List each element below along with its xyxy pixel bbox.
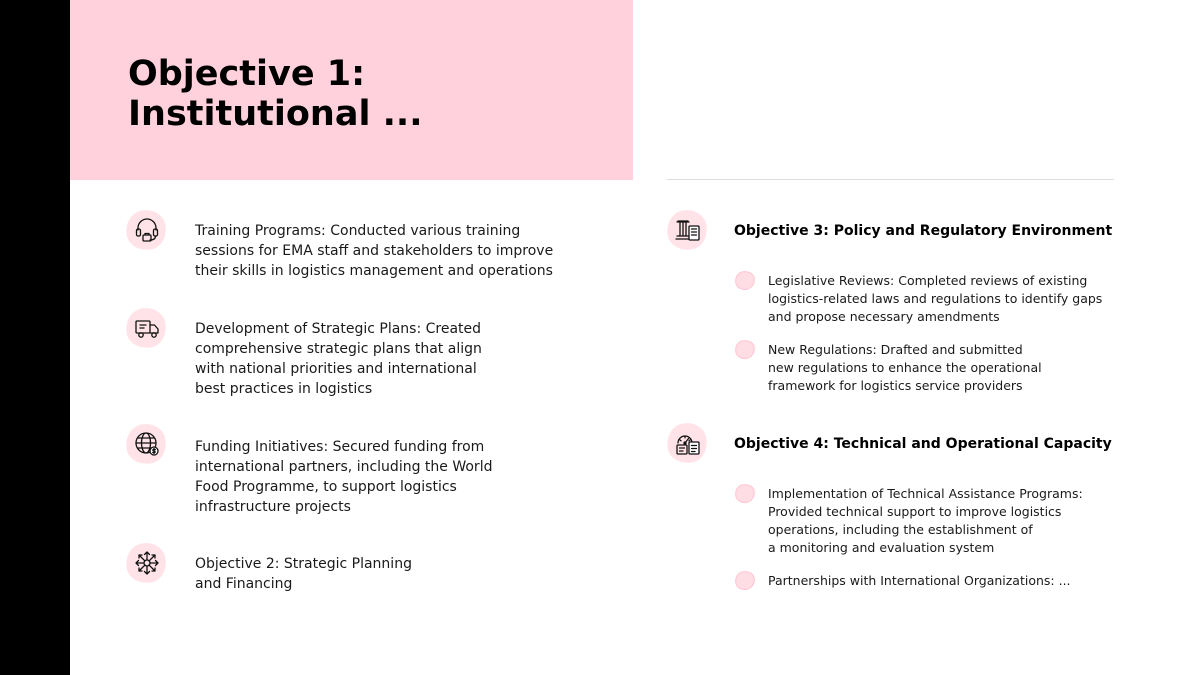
bullet-marker [735,271,755,291]
partnerships-text: Partnerships with International Organizations: ... [768,573,1071,588]
left-black-bar [0,0,70,675]
objective-3-heading: Objective 3: Policy and Regulatory Environment [734,223,1113,239]
gauge-clipboard-icon [665,420,711,466]
delivery-truck-icon [124,305,170,351]
slide-title: Objective 1: Institutional ... [128,54,423,134]
legislative-reviews-text: Legislative Reviews: Completed reviews of existing logistics-related laws and regulations to identify gaps and propose necessary amendments [768,273,1103,324]
network-arrows-icon [124,540,170,586]
headset-icon [124,207,170,253]
bullet-marker [735,340,755,360]
new-regulations-text: New Regulations: Drafted and submitted new regulations to enhance the operational framework for logistics service providers [768,342,1042,393]
training-programs-text: Training Programs: Conducted various training sessions for EMA staff and stakeholders to improve their skills in logistics management and operations [195,223,554,279]
funding-initiatives-text: Funding Initiatives: Secured funding from international partners, including the World Food Programme, to support logistics infrastructure projects [195,439,493,515]
divider-line [667,179,1114,180]
objective-2-text: Objective 2: Strategic Planning and Financing [195,556,412,592]
bullet-marker [735,484,755,504]
strategic-plans-text: Development of Strategic Plans: Created comprehensive strategic plans that align with national priorities and international best practices in logistics [195,321,482,397]
globe-dollar-icon [124,421,170,467]
objective-4-heading: Objective 4: Technical and Operational Capacity [734,436,1112,452]
bullet-marker [735,571,755,591]
law-document-icon [665,207,711,253]
technical-assistance-text: Implementation of Technical Assistance Programs: Provided technical support to improve logistics operations, including the establishment of a monitoring and evaluation system [768,486,1083,555]
